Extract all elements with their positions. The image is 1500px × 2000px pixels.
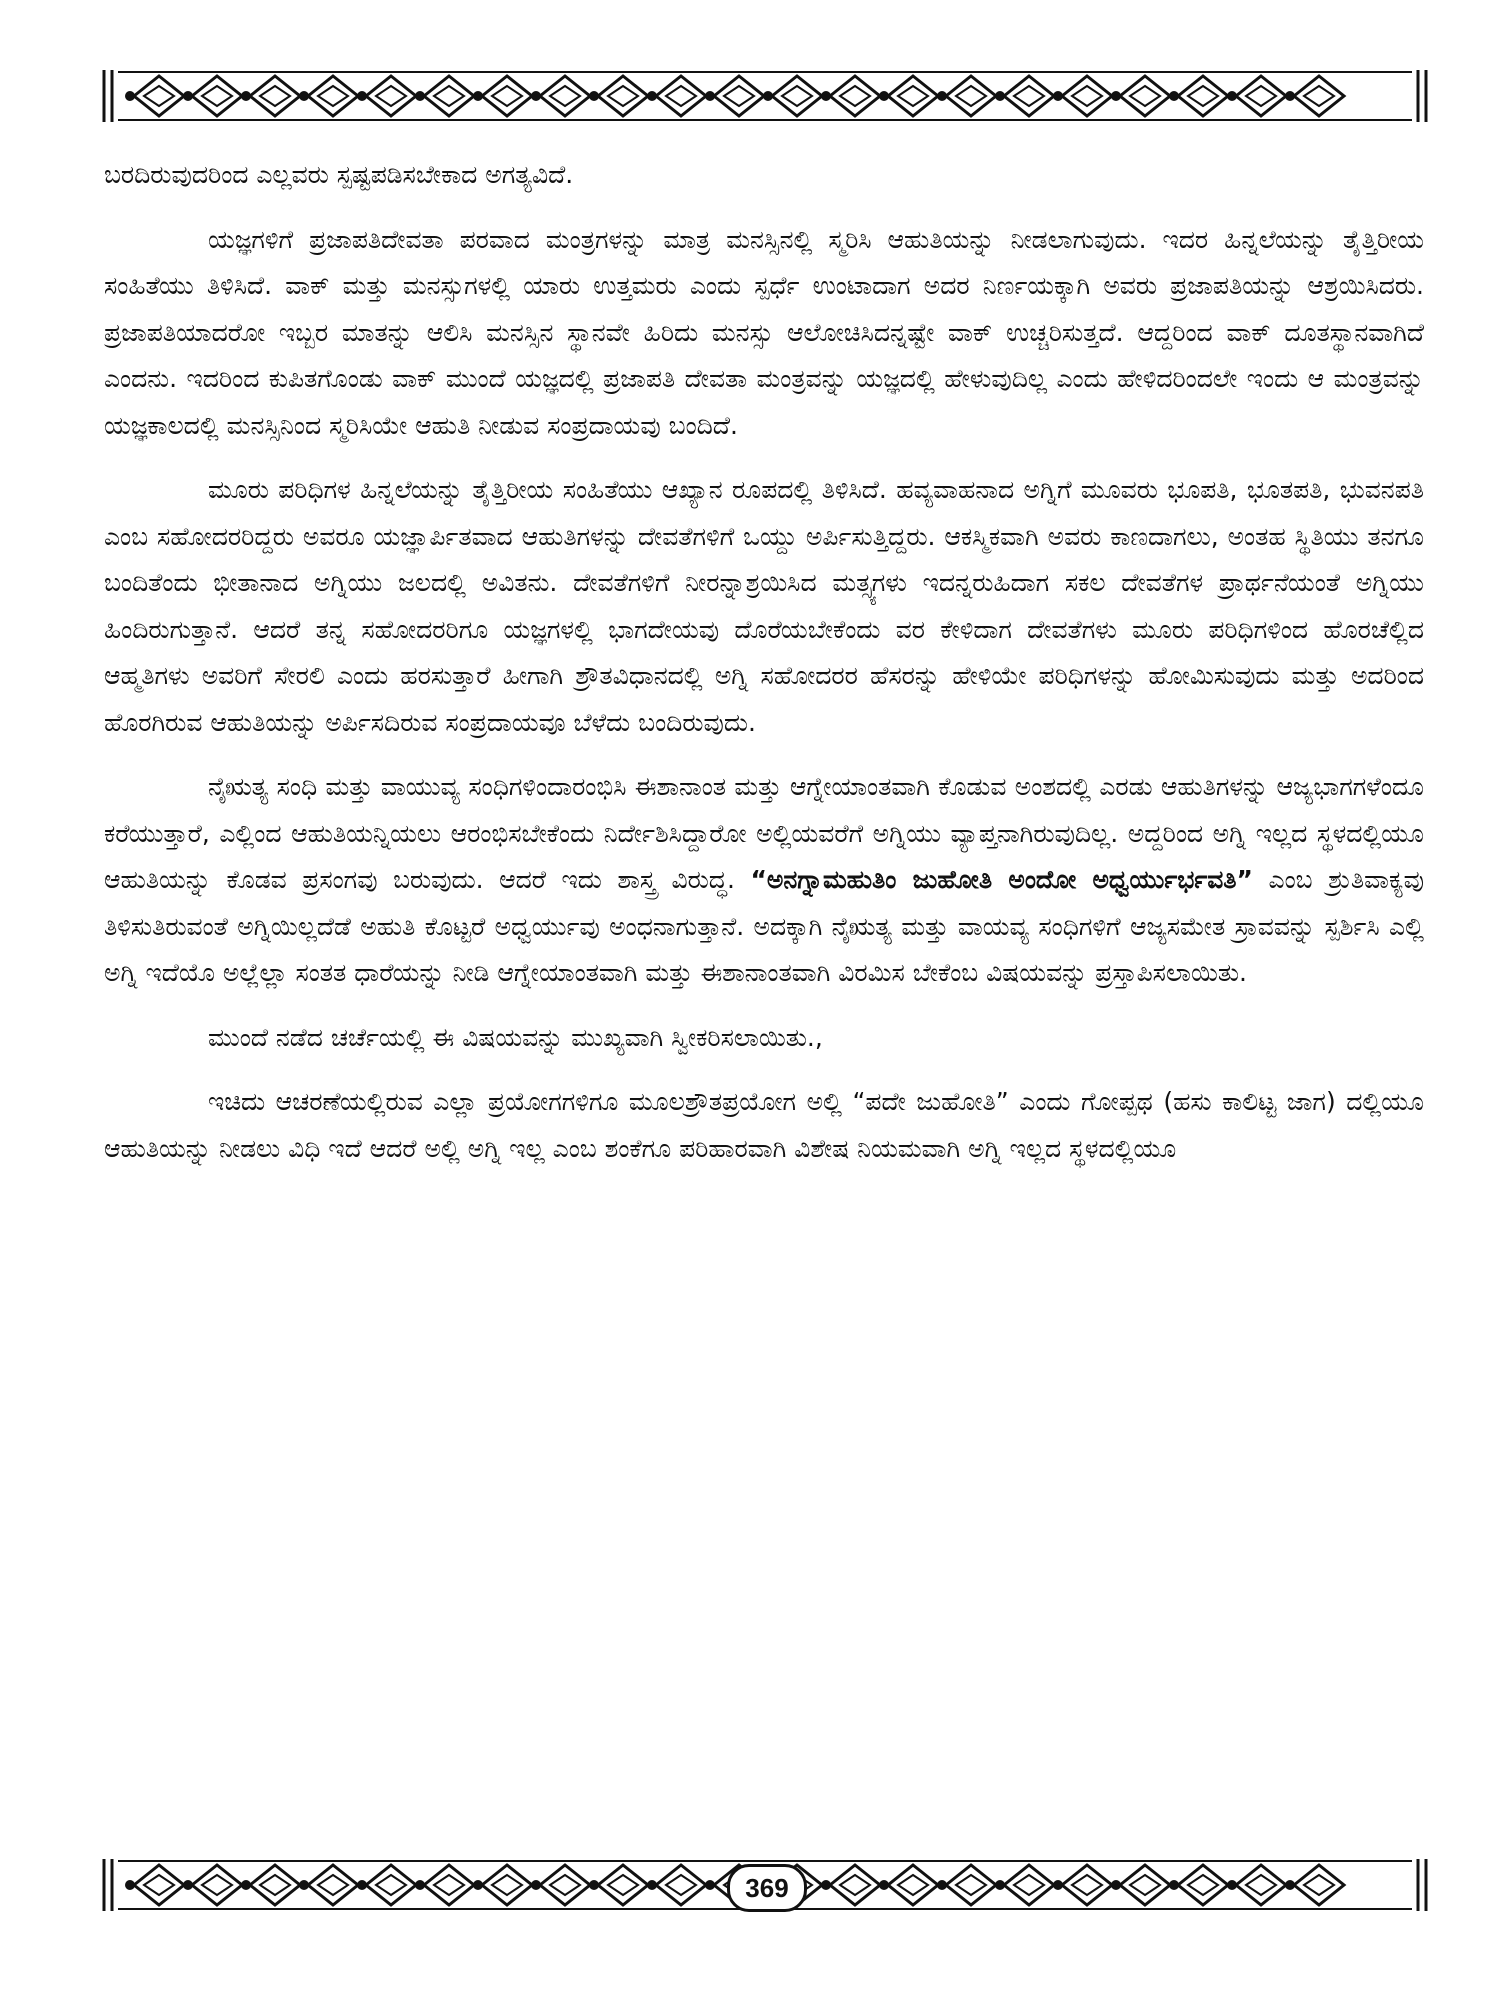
border-diamond-inner (1072, 86, 1102, 106)
border-diamond-inner (144, 1875, 174, 1895)
border-bead (299, 1880, 309, 1890)
border-diamond-outer (482, 1865, 532, 1905)
border-bead (1053, 91, 1063, 101)
border-diamond-outer (598, 1865, 648, 1905)
paragraph-5: ಮುಂದೆ ನಡೆದ ಚರ್ಚೆಯಲ್ಲಿ ಈ ವಿಷಯವನ್ನು ಮುಖ್ಯವಾಗಿ ಸ್ವೀಕರಿಸಲಾಯಿತು., (208, 1022, 823, 1052)
border-diamond-outer (482, 76, 532, 116)
border-diamond-inner (724, 86, 754, 106)
border-diamond-outer (1062, 76, 1112, 116)
border-diamond-inner (1188, 86, 1218, 106)
paragraph-3: ಮೂರು ಪರಿಧಿಗಳ ಹಿನ್ನಲೆಯನ್ನು ತೈತ್ತಿರೀಯ ಸಂಹಿತೆಯು ಆಖ್ಯಾನ ರೂಪದಲ್ಲಿ ತಿಳಿಸಿದೆ. ಹವ್ಯವಾಹನಾದ ಅಗ್ನಿಗೆ ಮೂವರು ಭೂಪತಿ, ಭೂತಪತಿ, ಭುವನಪತಿ ಎಂಬ ಸಹೋದರರಿದ್ದರು ಅವರೂ ಯಜ್ಞಾರ್ಪಿತವಾದ ಆಹುತಿಗಳನ್ನು ದೇವತೆಗಳಿಗೆ ಒಯ್ದು ಅರ್ಪಿಸುತ್ತಿದ್ದರು. ಆಕಸ್ಮಿಕವಾಗಿ ಅವರು ಕಾಣದಾಗಲು, ಅಂತಹ ಸ್ಥಿತಿಯು ತನಗೂ ಬಂದಿತೆಂದು ಭೀತಾನಾದ ಅಗ್ನಿಯು ಜಲದಲ್ಲಿ ಅವಿತನು. ದೇವತೆಗಳಿಗೆ ನೀರನ್ನಾಶ್ರಯಿಸಿದ ಮತ್ಸ್ಯಗಳು ಇದನ್ನರುಹಿದಾಗ ಸಕಲ ದೇವತೆಗಳ ಪ್ರಾರ್ಥನೆಯಂತೆ ಅಗ್ನಿಯು ಹಿಂದಿರುಗುತ್ತಾನೆ. ಆದರೆ ತನ್ನ ಸಹೋದರರಿಗೂ ಯಜ್ಞಗಳಲ್ಲಿ ಭಾಗದೇಯವು ದೊರೆಯಬೇಕೆಂದು ವರ ಕೇಳಿದಾಗ ದೇವತೆಗಳು ಮೂರು ಪರಿಧಿಗಳಿಂದ ಹೊರಚೆಲ್ಲಿದ ಆಹ್ಮತಿಗಳು ಅವರಿಗೆ ಸೇರಲಿ ಎಂದು ಹರಸುತ್ತಾರೆ ಹೀಗಾಗಿ ಶ್ರೌತವಿಧಾನದಲ್ಲಿ ಅಗ್ನಿ ಸಹೋದರರ ಹೆಸರನ್ನು ಹೇಳಿಯೇ ಪರಿಧಿಗಳನ್ನು ಹೋಮಿಸುವುದು ಮತ್ತು ಅದರಿಂದ ಹೊರಗಿರುವ ಆಹುತಿಯನ್ನು ಅರ್ಪಿಸದಿರುವ ಸಂಪ್ರದಾಯವೂ ಬೆಳೆದು ಬಂದಿರುವುದು. (104, 475, 1424, 737)
border-bead (357, 91, 367, 101)
border-diamond-inner (434, 86, 464, 106)
border-diamond-outer (1062, 1865, 1112, 1905)
border-diamond-inner (1246, 86, 1276, 106)
border-diamond-outer (1120, 76, 1170, 116)
border-bead (241, 1880, 251, 1890)
border-diamond-outer (714, 76, 764, 116)
border-bead (589, 1880, 599, 1890)
border-diamond-inner (202, 1875, 232, 1895)
border-diamond-outer (830, 1865, 880, 1905)
border-diamond-outer (134, 76, 184, 116)
border-diamond-inner (1246, 1875, 1276, 1895)
border-diamond-outer (250, 1865, 300, 1905)
paragraph-4-continuation: ಎಂಬ ಶ್ರುತಿವಾಕ್ಯವು ತಿಳಿಸುತಿರುವಂತೆ ಅಗ್ನಿಯಿಲ್ಲದೆಡೆ ಅಹುತಿ ಕೊಟ್ಟರೆ ಅಧ್ವರ್ಯುವು ಅಂಧನಾಗುತ್ತಾನೆ. ಅದಕ್ಕಾಗಿ ನೈಋತ್ಯ ಮತ್ತು ವಾಯವ್ಯ ಸಂಧಿಗಳಿಗೆ ಆಜ್ಯಸಮೇತ ಸ್ರಾವವನ್ನು ಸ್ಪರ್ಶಿಸಿ ಎಲ್ಲಿ ಅಗ್ನಿ ಇದೆಯೊ ಅಲ್ಲೆಲ್ಲಾ ಸಂತತ ಧಾರೆಯನ್ನು ನೀಡಿ ಆಗ್ನೇಯಾಂತವಾಗಿ ಮತ್ತು ಈಶಾನಾಂತವಾಗಿ ವಿರಮಿಸ ಬೇಕೆಂಬ ವಿಷಯವನ್ನು ಪ್ರಸ್ತಾಪಿಸಲಾಯಿತು. (104, 865, 1425, 987)
border-diamond-inner (608, 1875, 638, 1895)
border-bead (1169, 91, 1179, 101)
border-diamond-inner (898, 1875, 928, 1895)
border-diamond-inner (666, 1875, 696, 1895)
border-bead (1169, 1880, 1179, 1890)
border-bead (531, 91, 541, 101)
border-diamond-outer (366, 1865, 416, 1905)
border-diamond-inner (840, 86, 870, 106)
border-diamond-outer (946, 1865, 996, 1905)
border-bead (879, 1880, 889, 1890)
border-diamond-outer (656, 76, 706, 116)
top-decorative-border (100, 66, 1430, 126)
border-diamond-outer (598, 76, 648, 116)
border-diamond-inner (260, 86, 290, 106)
border-diamond-inner (1188, 1875, 1218, 1895)
border-diamond-inner (550, 1875, 580, 1895)
paragraph-4 (104, 764, 1424, 997)
border-bead (473, 91, 483, 101)
border-bead (1053, 1880, 1063, 1890)
border-diamond-inner (1304, 86, 1334, 106)
border-diamond-outer (1294, 1865, 1344, 1905)
border-diamond-outer (424, 1865, 474, 1905)
border-bead (647, 1880, 657, 1890)
border-diamond-outer (540, 1865, 590, 1905)
border-diamond-inner (898, 86, 928, 106)
border-diamond-outer (888, 76, 938, 116)
border-bead (937, 1880, 947, 1890)
border-bead (995, 1880, 1005, 1890)
border-bead (241, 91, 251, 101)
border-diamond-outer (1178, 1865, 1228, 1905)
border-bead (995, 91, 1005, 101)
border-bead (357, 1880, 367, 1890)
border-bead (705, 91, 715, 101)
border-diamond-inner (144, 86, 174, 106)
border-diamond-inner (434, 1875, 464, 1895)
border-diamond-inner (840, 1875, 870, 1895)
border-bead (1227, 1880, 1237, 1890)
border-diamond-outer (888, 1865, 938, 1905)
border-bead (589, 91, 599, 101)
border-diamond-inner (260, 1875, 290, 1895)
border-bead (937, 91, 947, 101)
border-diamond-outer (192, 76, 242, 116)
border-diamond-inner (202, 86, 232, 106)
border-diamond-inner (1130, 1875, 1160, 1895)
paragraph-6: ಇಚಿದು ಆಚರಣೆಯಲ್ಲಿರುವ ಎಲ್ಲಾ ಪ್ರಯೋಗಗಳಿಗೂ ಮೂಲಶ್ರೌತಪ್ರಯೋಗ ಅಲ್ಲಿ “ಪದೇ ಜುಹೋತಿ” ಎಂದು ಗೋಪ್ಪಥ (ಹಸು ಕಾಲಿಟ್ಟ ಜಾಗ) ದಲ್ಲಿಯೂ ಆಹುತಿಯನ್ನು ನೀಡಲು ವಿಧಿ ಇದೆ ಆದರೆ ಅಲ್ಲಿ ಅಗ್ನಿ ಇಲ್ಲ ಎಂಬ ಶಂಕೆಗೂ ಪರಿಹಾರವಾಗಿ ವಿಶೇಷ ನಿಯಮವಾಗಿ ಅಗ್ನಿ ಇಲ್ಲದ ಸ್ಥಳದಲ್ಲಿಯೂ (104, 1087, 1424, 1163)
border-bead (415, 91, 425, 101)
border-diamond-outer (308, 76, 358, 116)
border-diamond-inner (1304, 1875, 1334, 1895)
border-diamond-outer (424, 76, 474, 116)
paragraph-2: ಯಜ್ಞಗಳಿಗೆ ಪ್ರಜಾಪತಿದೇವತಾ ಪರವಾದ ಮಂತ್ರಗಳನ್ನು ಮಾತ್ರ ಮನಸ್ಸಿನಲ್ಲಿ ಸ್ಮರಿಸಿ ಆಹುತಿಯನ್ನು ನೀಡಲಾಗುವುದು. ಇದರ ಹಿನ್ನಲೆಯನ್ನು ತೈತ್ತಿರೀಯ ಸಂಹಿತೆಯು ತಿಳಿಸಿದೆ. ವಾಕ್ ಮತ್ತು ಮನಸ್ಸುಗಳಲ್ಲಿ ಯಾರು ಉತ್ತಮರು ಎಂದು ಸ್ಪರ್ಧೆ ಉಂಟಾದಾಗ ಅದರ ನಿರ್ಣಯಕ್ಕಾಗಿ ಅವರು ಪ್ರಜಾಪತಿಯನ್ನು ಆಶ್ರಯಿಸಿದರು. ಪ್ರಜಾಪತಿಯಾದರೋ ಇಬ್ಬರ ಮಾತನ್ನು ಆಲಿಸಿ ಮನಸ್ಸಿನ ಸ್ಥಾನವೇ ಹಿರಿದು ಮನಸ್ಸು ಆಲೋಚಿಸಿದನ್ನಷ್ಟೇ ವಾಕ್ ಉಚ್ಚರಿಸುತ್ತದೆ. ಆದ್ದರಿಂದ ವಾಕ್ ದೂತಸ್ಥಾನವಾಗಿದೆ ಎಂದನು. ಇದರಿಂದ ಕುಪಿತಗೊಂಡು ವಾಕ್ ಮುಂದೆ ಯಜ್ಞದಲ್ಲಿ ಪ್ರಜಾಪತಿ ದೇವತಾ ಮಂತ್ರವನ್ನು ಯಜ್ಞದಲ್ಲಿ ಹೇಳುವುದಿಲ್ಲ ಎಂದು ಹೇಳಿದರಿಂದಲೇ ಇಂದು ಆ ಮಂತ್ರವನ್ನು ಯಜ್ಞಕಾಲದಲ್ಲಿ ಮನಸ್ಸಿನಿಂದ ಸ್ಮರಿಸಿಯೇ ಆಹುತಿ ನೀಡುವ ಸಂಪ್ರದಾಯವು ಬಂದಿದೆ. (104, 224, 1424, 440)
border-bead (879, 91, 889, 101)
border-diamond-outer (772, 76, 822, 116)
border-diamond-inner (956, 1875, 986, 1895)
border-diamond-inner (782, 86, 812, 106)
border-diamond-outer (134, 1865, 184, 1905)
border-diamond-inner (550, 86, 580, 106)
border-diamond-inner (1014, 86, 1044, 106)
border-diamond-outer (1294, 76, 1344, 116)
sruti-quote: “ಅನಗ್ನಾಮಹುತಿಂ ಜುಹೋತಿ ಅಂದೋ ಅಧ್ವರ್ಯುರ್ಭವತಿ” (750, 865, 1253, 894)
border-diamond-inner (1014, 1875, 1044, 1895)
border-bead (1285, 91, 1295, 101)
border-bead (415, 1880, 425, 1890)
paragraph-4-text: ನೈಋತ್ಯ ಸಂಧಿ ಮತ್ತು ವಾಯುವ್ಯ ಸಂಧಿಗಳಿಂದಾರಂಭಿಸಿ ಈಶಾನಾಂತ ಮತ್ತು ಆಗ್ನೇಯಾಂತವಾಗಿ ಕೊಡುವ ಅಂಶದಲ್ಲಿ ಎರಡು ಆಹುತಿಗಳನ್ನು ಆಜ್ಯಭಾಗಗಳೆಂದೂ ಕರೆಯುತ್ತಾರೆ, ಎಲ್ಲಿಂದ ಆಹುತಿಯನ್ನಿಯಲು ಆರಂಭಿಸಬೇಕೆಂದು ನಿರ್ದೇಶಿಸಿದ್ದಾರೋ ಅಲ್ಲಿಯವರೆಗೆ ಅಗ್ನಿಯು ವ್ಯಾಪ್ತನಾಗಿರುವುದಿಲ್ಲ. ಅದ್ದರಿಂದ ಅಗ್ನಿ ಇಲ್ಲದ ಸ್ಥಳದಲ್ಲಿಯೂ ಆಹುತಿಯನ್ನು ಕೊಡವ ಪ್ರಸಂಗವು ಬರುವುದು. ಆದರೆ ಇದು ಶಾಸ್ತ್ರ ವಿರುದ್ಧ. (104, 772, 1424, 894)
border-diamond-inner (608, 86, 638, 106)
border-bead (1285, 1880, 1295, 1890)
border-bead (821, 1880, 831, 1890)
border-diamond-outer (366, 76, 416, 116)
border-diamond-outer (1178, 76, 1228, 116)
border-diamond-outer (192, 1865, 242, 1905)
border-diamond-inner (376, 86, 406, 106)
border-diamond-inner (956, 86, 986, 106)
border-bead (705, 1880, 715, 1890)
border-diamond-outer (1004, 1865, 1054, 1905)
border-diamond-outer (1236, 1865, 1286, 1905)
border-diamond-inner (376, 1875, 406, 1895)
border-diamond-inner (318, 86, 348, 106)
border-bead (183, 91, 193, 101)
border-bead (1227, 91, 1237, 101)
border-bead (821, 91, 831, 101)
border-diamond-inner (492, 1875, 522, 1895)
border-bead (763, 91, 773, 101)
border-bead (183, 1880, 193, 1890)
page-body-text (104, 152, 1424, 1172)
border-bead (299, 91, 309, 101)
border-diamond-outer (540, 76, 590, 116)
border-diamond-inner (1072, 1875, 1102, 1895)
border-diamond-outer (250, 76, 300, 116)
border-diamond-outer (830, 76, 880, 116)
border-bead (125, 91, 135, 101)
border-bead (125, 1880, 135, 1890)
border-diamond-inner (666, 86, 696, 106)
border-bead (647, 91, 657, 101)
border-diamond-inner (1130, 86, 1160, 106)
border-bead (473, 1880, 483, 1890)
border-bead (531, 1880, 541, 1890)
paragraph-1: ಬರದಿರುವುದರಿಂದ ಎಲ್ಲವರು ಸ್ಪಷ್ಟಪಡಿಸಬೇಕಾದ ಅಗತ್ಯವಿದೆ. (104, 160, 574, 189)
page-number: 369 (727, 1864, 807, 1912)
border-diamond-outer (1120, 1865, 1170, 1905)
border-diamond-inner (318, 1875, 348, 1895)
border-diamond-outer (308, 1865, 358, 1905)
border-diamond-outer (1004, 76, 1054, 116)
border-diamond-outer (656, 1865, 706, 1905)
border-diamond-outer (946, 76, 996, 116)
border-bead (1111, 91, 1121, 101)
border-diamond-inner (492, 86, 522, 106)
border-bead (1111, 1880, 1121, 1890)
border-diamond-outer (1236, 76, 1286, 116)
